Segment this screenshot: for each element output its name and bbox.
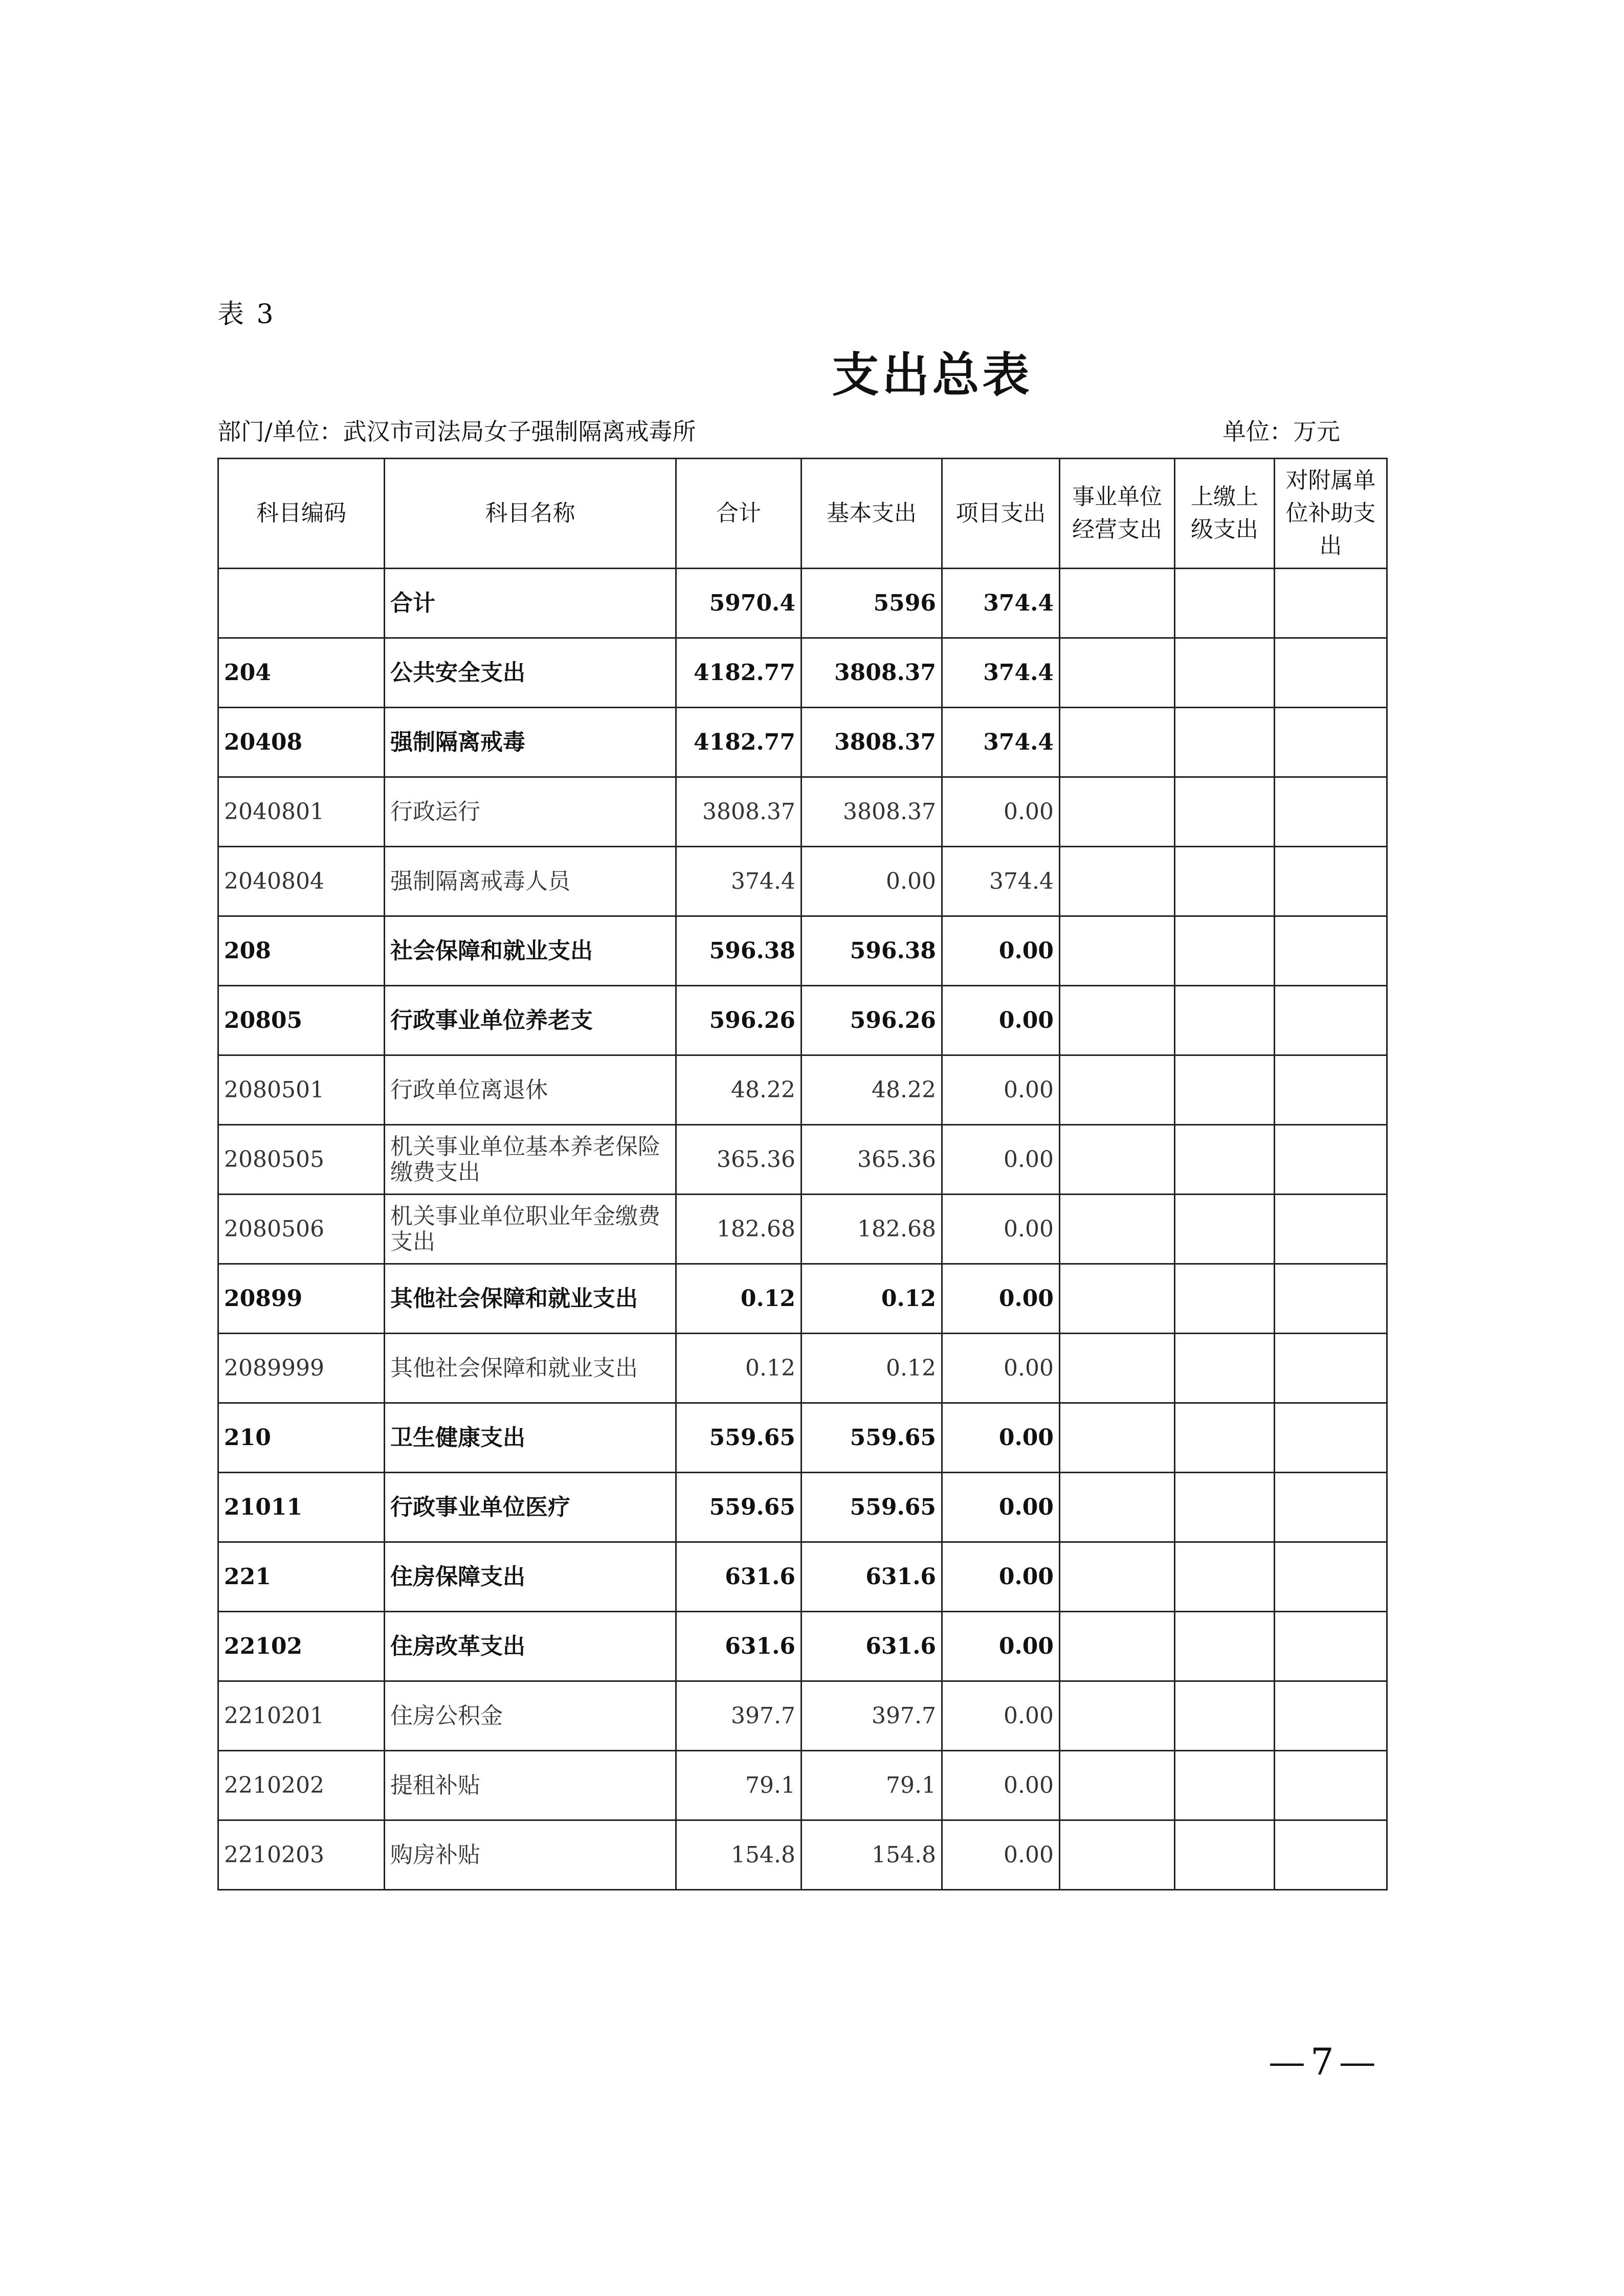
table-row [218,1820,1387,1890]
cell-upper [1175,1612,1275,1681]
cell-code: 2210203 [218,1820,385,1890]
cell-subsidiary [1275,777,1387,847]
cell-total: 5970.4 [676,569,802,638]
table-label: 表 3 [217,299,276,330]
cell-upper [1175,916,1275,986]
cell-upper [1175,847,1275,916]
table-row [218,1125,1387,1195]
cell-project: 0.00 [942,1751,1060,1820]
cell-total: 374.4 [676,847,802,916]
cell-subsidiary [1275,1820,1387,1890]
cell-name: 社会保障和就业支出 [385,916,676,986]
cell-upper [1175,1403,1275,1473]
cell-code [218,569,385,638]
cell-basic: 3808.37 [802,638,942,708]
cell-code: 210 [218,1403,385,1473]
cell-code: 2040801 [218,777,385,847]
cell-name: 购房补贴 [385,1820,676,1890]
cell-business [1060,1055,1175,1125]
cell-subsidiary [1275,1055,1387,1125]
cell-project: 0.00 [942,1403,1060,1473]
table-row [218,1264,1387,1334]
cell-name: 住房改革支出 [385,1612,676,1681]
cell-basic: 48.22 [802,1055,942,1125]
cell-upper [1175,1681,1275,1751]
cell-code: 2210202 [218,1751,385,1820]
table-row [218,847,1387,916]
cell-upper [1175,1751,1275,1820]
table-body [218,569,1387,1890]
table-row [218,1195,1387,1264]
cell-basic: 3808.37 [802,708,942,777]
table-row [218,1612,1387,1681]
cell-code: 2210201 [218,1681,385,1751]
cell-project: 0.00 [942,1334,1060,1403]
cell-upper [1175,1820,1275,1890]
cell-code: 2080501 [218,1055,385,1125]
cell-total: 79.1 [676,1751,802,1820]
cell-total: 559.65 [676,1403,802,1473]
cell-upper [1175,1264,1275,1334]
cell-business [1060,1612,1175,1681]
table-row [218,638,1387,708]
cell-upper [1175,986,1275,1055]
cell-name: 卫生健康支出 [385,1403,676,1473]
cell-total: 182.68 [676,1195,802,1264]
cell-upper [1175,1334,1275,1403]
table-row [218,1751,1387,1820]
col-header-total: 合计 [676,459,802,569]
department-line: 部门/单位：武汉市司法局女子强制隔离戒毒所 [217,418,696,445]
cell-subsidiary [1275,1542,1387,1612]
cell-name: 机关事业单位职业年金缴费支出 [385,1195,676,1264]
cell-upper [1175,708,1275,777]
cell-name: 住房公积金 [385,1681,676,1751]
cell-upper [1175,1542,1275,1612]
cell-subsidiary [1275,847,1387,916]
cell-project: 0.00 [942,1820,1060,1890]
cell-code: 2080505 [218,1125,385,1195]
cell-business [1060,569,1175,638]
cell-subsidiary [1275,1681,1387,1751]
cell-basic: 596.38 [802,916,942,986]
cell-project: 0.00 [942,1055,1060,1125]
cell-code: 204 [218,638,385,708]
cell-subsidiary [1275,1403,1387,1473]
cell-name: 行政单位离退休 [385,1055,676,1125]
cell-total: 4182.77 [676,638,802,708]
cell-basic: 182.68 [802,1195,942,1264]
cell-business [1060,1473,1175,1542]
cell-project: 0.00 [942,986,1060,1055]
table-row [218,1055,1387,1125]
cell-basic: 631.6 [802,1542,942,1612]
cell-name: 强制隔离戒毒 [385,708,676,777]
cell-project: 374.4 [942,638,1060,708]
col-header-upper: 上缴上级支出 [1175,459,1275,569]
cell-basic: 0.12 [802,1264,942,1334]
cell-subsidiary [1275,1751,1387,1820]
cell-code: 20805 [218,986,385,1055]
cell-total: 596.26 [676,986,802,1055]
table-row [218,1473,1387,1542]
cell-basic: 397.7 [802,1681,942,1751]
cell-name: 其他社会保障和就业支出 [385,1264,676,1334]
cell-total: 596.38 [676,916,802,986]
cell-name: 行政事业单位医疗 [385,1473,676,1542]
cell-subsidiary [1275,986,1387,1055]
cell-code: 2040804 [218,847,385,916]
cell-project: 0.00 [942,1681,1060,1751]
cell-subsidiary [1275,1195,1387,1264]
cell-upper [1175,1195,1275,1264]
cell-name: 机关事业单位基本养老保险缴费支出 [385,1125,676,1195]
table-header-row [218,459,1387,569]
table-row [218,1681,1387,1751]
cell-project: 374.4 [942,569,1060,638]
cell-basic: 0.12 [802,1334,942,1403]
col-header-subsidiary: 对附属单位补助支出 [1275,459,1387,569]
cell-basic: 154.8 [802,1820,942,1890]
cell-subsidiary [1275,1264,1387,1334]
cell-subsidiary [1275,1334,1387,1403]
table-row [218,1334,1387,1403]
cell-project: 374.4 [942,708,1060,777]
cell-code: 2089999 [218,1334,385,1403]
cell-code: 221 [218,1542,385,1612]
cell-subsidiary [1275,1473,1387,1542]
cell-subsidiary [1275,638,1387,708]
cell-name: 强制隔离戒毒人员 [385,847,676,916]
cell-name: 公共安全支出 [385,638,676,708]
cell-total: 365.36 [676,1125,802,1195]
cell-subsidiary [1275,569,1387,638]
cell-basic: 0.00 [802,847,942,916]
cell-code: 208 [218,916,385,986]
page-title-text: 支出总表 [832,347,1033,402]
cell-project: 0.00 [942,1612,1060,1681]
cell-name: 行政运行 [385,777,676,847]
col-header-code: 科目编码 [218,459,385,569]
cell-business [1060,638,1175,708]
table-row [218,986,1387,1055]
cell-code: 21011 [218,1473,385,1542]
cell-name: 行政事业单位养老支 [385,986,676,1055]
cell-business [1060,1334,1175,1403]
cell-subsidiary [1275,1125,1387,1195]
table-row [218,1542,1387,1612]
col-header-name: 科目名称 [385,459,676,569]
table-row [218,916,1387,986]
cell-business [1060,1542,1175,1612]
cell-business [1060,916,1175,986]
cell-code: 2080506 [218,1195,385,1264]
cell-total: 631.6 [676,1542,802,1612]
col-header-project: 项目支出 [942,459,1060,569]
cell-basic: 631.6 [802,1612,942,1681]
cell-basic: 559.65 [802,1473,942,1542]
table-row [218,569,1387,638]
cell-project: 0.00 [942,916,1060,986]
cell-basic: 559.65 [802,1403,942,1473]
cell-upper [1175,569,1275,638]
cell-subsidiary [1275,1612,1387,1681]
col-header-basic: 基本支出 [802,459,942,569]
cell-total: 397.7 [676,1681,802,1751]
cell-name: 住房保障支出 [385,1542,676,1612]
cell-total: 3808.37 [676,777,802,847]
cell-basic: 5596 [802,569,942,638]
cell-total: 154.8 [676,1820,802,1890]
cell-business [1060,708,1175,777]
unit-line: 单位：万元 [1222,418,1340,445]
cell-total: 48.22 [676,1055,802,1125]
cell-business [1060,1820,1175,1890]
table-row [218,1403,1387,1473]
cell-business [1060,1195,1175,1264]
page-title [0,337,1624,405]
cell-business [1060,986,1175,1055]
cell-project: 0.00 [942,1473,1060,1542]
page-number: —7— [1269,2040,1381,2083]
cell-code: 20408 [218,708,385,777]
cell-subsidiary [1275,916,1387,986]
cell-project: 374.4 [942,847,1060,916]
cell-total: 0.12 [676,1264,802,1334]
cell-basic: 79.1 [802,1751,942,1820]
cell-upper [1175,1055,1275,1125]
table-row [218,708,1387,777]
cell-name: 其他社会保障和就业支出 [385,1334,676,1403]
table-row [218,777,1387,847]
cell-business [1060,1751,1175,1820]
cell-total: 0.12 [676,1334,802,1403]
cell-business [1060,847,1175,916]
cell-basic: 365.36 [802,1125,942,1195]
cell-name: 合计 [385,569,676,638]
cell-upper [1175,1125,1275,1195]
cell-total: 631.6 [676,1612,802,1681]
cell-upper [1175,1473,1275,1542]
cell-upper [1175,777,1275,847]
cell-code: 20899 [218,1264,385,1334]
cell-project: 0.00 [942,1542,1060,1612]
cell-project: 0.00 [942,1125,1060,1195]
cell-business [1060,1125,1175,1195]
cell-basic: 596.26 [802,986,942,1055]
cell-total: 559.65 [676,1473,802,1542]
cell-project: 0.00 [942,1195,1060,1264]
expenditure-table [217,458,1388,1890]
cell-total: 4182.77 [676,708,802,777]
cell-subsidiary [1275,708,1387,777]
cell-project: 0.00 [942,777,1060,847]
cell-project: 0.00 [942,1264,1060,1334]
cell-name: 提租补贴 [385,1751,676,1820]
cell-business [1060,1403,1175,1473]
cell-business [1060,1264,1175,1334]
cell-upper [1175,638,1275,708]
cell-business [1060,1681,1175,1751]
col-header-business: 事业单位经营支出 [1060,459,1175,569]
cell-business [1060,777,1175,847]
cell-basic: 3808.37 [802,777,942,847]
cell-code: 22102 [218,1612,385,1681]
